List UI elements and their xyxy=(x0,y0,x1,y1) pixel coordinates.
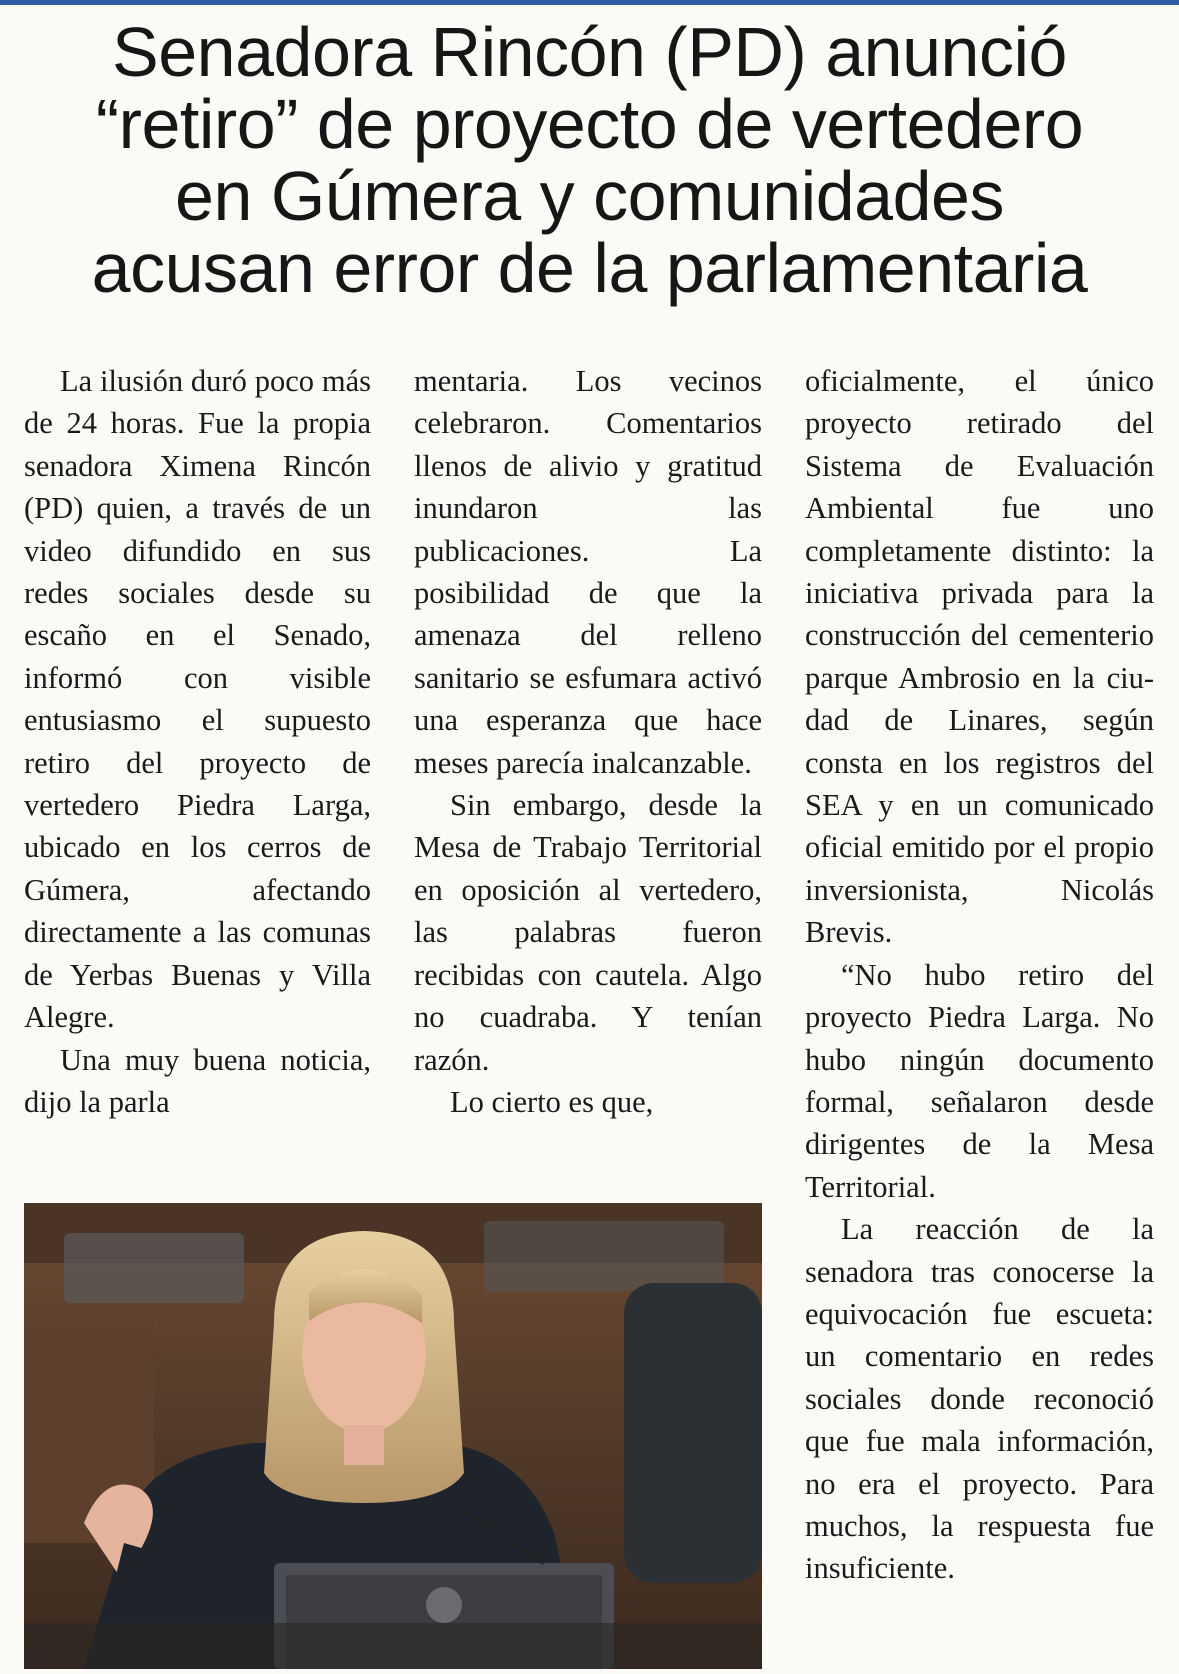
article-column-3 xyxy=(805,360,1154,1590)
senator-illustration xyxy=(24,1203,762,1669)
senate-photo xyxy=(24,1203,762,1669)
headline-line-4: acusan error de la parlamentaria xyxy=(91,229,1088,307)
article-column-1 xyxy=(24,360,371,1123)
top-color-rule xyxy=(0,0,1179,5)
column-3-paragraph-1: oficialmente, el único proyecto retirado del Sistema de Evaluación Ambiental fue uno completamente distinto: la iniciativa privada para la construcción del cementerio parque Ambrosio en la ciudad de Linares, según consta en los registros del SEA y en un comunicado oficial emitido por el propio inversionista, Nicolás Brevis. xyxy=(805,364,1154,950)
column-2-paragraph-2: Sin embargo, desde la Mesa de Trabajo Territorial en oposición al vertedero, las palabras fueron recibidas con cautela. Algo no cuadraba. Y tenían razón. xyxy=(414,788,762,1077)
headline-line-3: en Gúmera y comunidades xyxy=(175,157,1004,235)
headline-line-2: “retiro” de proyecto de vertedero xyxy=(95,85,1084,163)
column-3-paragraph-3: La reacción de la senadora tras conocerse la equivocación fue escueta: un comentario en redes sociales donde reconoció que fue mala información, no era el proyecto. Para muchos, la respuesta fue insuficiente. xyxy=(805,1212,1154,1586)
column-2-paragraph-1: mentaria. Los vecinos celebraron. Comentarios llenos de alivio y gratitud inundaron las publicaciones. La posibilidad de que la amenaza del relleno sanitario se esfumara activó una esperanza que hace meses parecía inalcanzable. xyxy=(414,364,762,780)
column-3-paragraph-2: “No hubo retiro del proyecto Piedra Larga. No hubo ningún documento formal, señalaron desde dirigentes de la Mesa Territorial. xyxy=(805,957,1154,1204)
column-1-paragraph-1: La ilusión duró poco más de 24 horas. Fue la propia senadora Ximena Rincón (PD) quien, a través de un video difundido en sus redes sociales desde su escaño en el Senado, informó con visible entusiasmo el supuesto retiro del proyecto de vertedero Piedra Larga, ubicado en los cerros de Gúmera, afectando directamente a las comunas de Yerbas Buenas y Villa Alegre. xyxy=(24,364,371,1035)
column-2-paragraph-3: Lo cierto es que, xyxy=(450,1084,654,1119)
headline-line-1: Senadora Rincón (PD) anunció xyxy=(112,13,1067,91)
article-headline xyxy=(20,13,1159,307)
column-1-paragraph-2: Una muy buena noticia, dijo la parla xyxy=(24,1042,371,1119)
article-column-2 xyxy=(414,360,762,1123)
